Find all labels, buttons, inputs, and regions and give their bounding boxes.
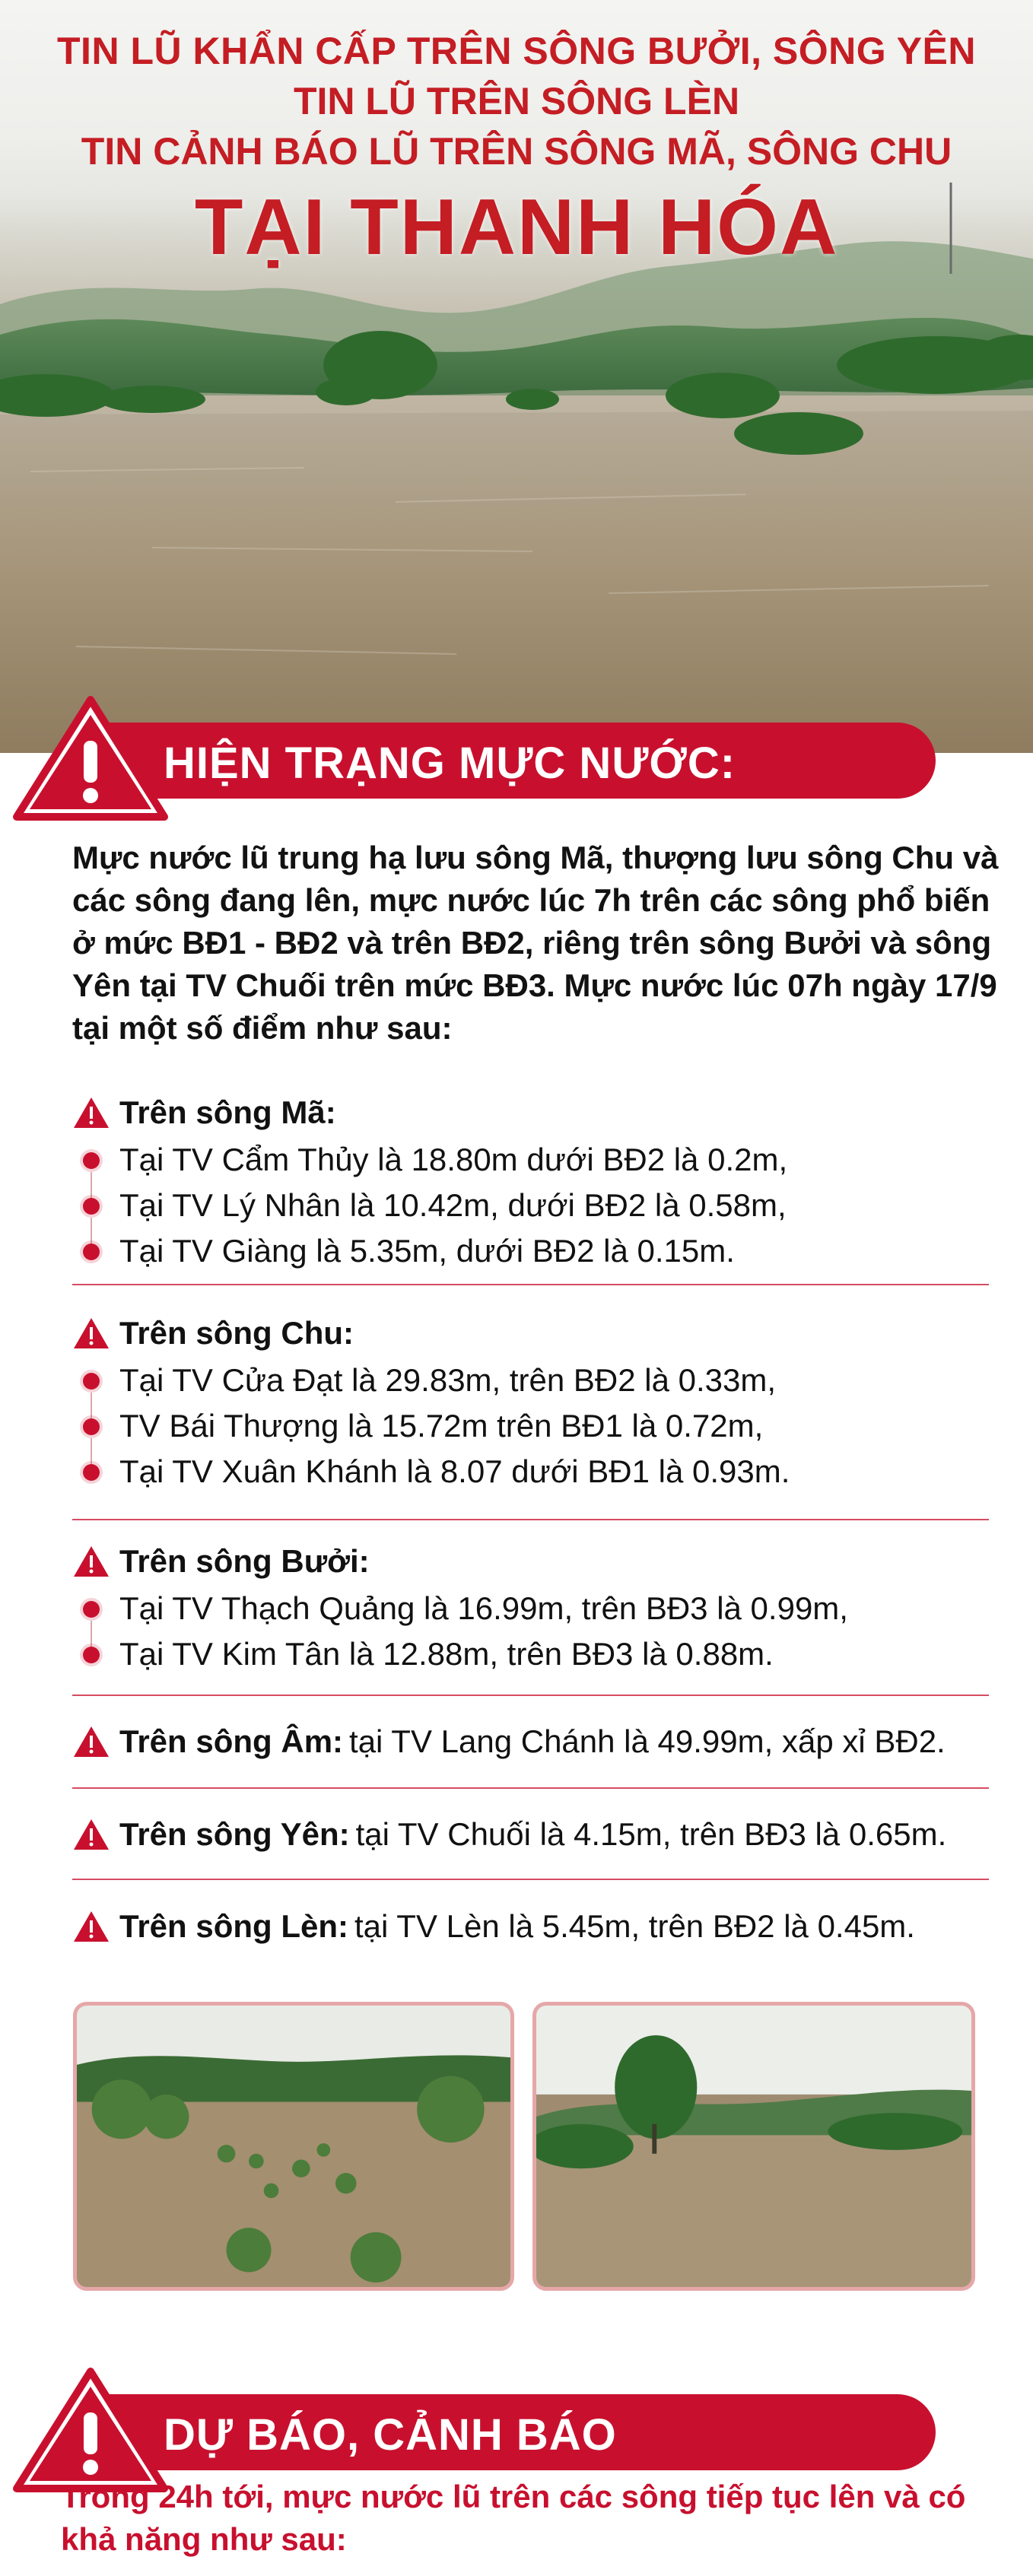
divider <box>72 1787 989 1789</box>
group-head <box>72 1312 993 1355</box>
section-heading-current: HIỆN TRẠNG MỰC NƯỚC: <box>164 738 736 788</box>
divider <box>72 1879 989 1880</box>
list-item-text: Tại TV Kim Tân là 12.88m, trên BĐ3 là 0.88m. <box>119 1636 774 1672</box>
divider <box>72 1519 989 1520</box>
divider <box>72 1695 989 1696</box>
river-group-yen <box>72 1813 993 1856</box>
group-head <box>72 1540 993 1583</box>
list-item <box>72 1449 993 1494</box>
hero-title-line2: TIN LŨ TRÊN SÔNG LÈN <box>293 80 740 122</box>
hero-banner <box>0 0 1033 753</box>
group-text: tại TV Chuối là 4.15m, trên BĐ3 là 0.65m. <box>355 1816 947 1852</box>
station-list <box>72 1137 993 1274</box>
list-item-text: Tại TV Cẩm Thủy là 18.80m dưới BĐ2 là 0.2m, <box>119 1142 788 1177</box>
group-text: tại TV Lang Chánh là 49.99m, xấp xỉ BĐ2. <box>349 1723 946 1759</box>
river-group-buoi <box>72 1540 993 1677</box>
list-item-text: TV Bái Thượng là 15.72m trên BĐ1 là 0.72m, <box>119 1408 764 1444</box>
section-banner-current <box>0 694 1033 815</box>
bullet-dot-icon <box>83 1647 100 1663</box>
list-item-text: Tại TV Giàng là 5.35m, dưới BĐ2 là 0.15m. <box>119 1233 735 1269</box>
group-head <box>72 1813 993 1856</box>
station-list <box>72 1358 993 1494</box>
list-item-text: Tại TV Thạch Quảng là 16.99m, trên BĐ3 là 0.99m, <box>119 1590 848 1626</box>
group-head <box>72 1720 993 1763</box>
hero-title-line3: TIN CẢNH BÁO LŨ TRÊN SÔNG MÃ, SÔNG CHU <box>81 130 952 173</box>
flood-photo-left <box>73 2002 514 2291</box>
alert-triangle-icon <box>72 1096 110 1129</box>
alert-triangle-icon <box>72 1725 110 1758</box>
list-item <box>72 1586 993 1631</box>
current-intro-paragraph: Mực nước lũ trung hạ lưu sông Mã, thượng lưu sông Chu và các sông đang lên, mực nước lúc 7h trên các sông phổ biến ở mức BĐ1 - BĐ2 và trên BĐ2, riêng trên sông Bưởi và sông Yên tại TV Chuối trên mức BĐ3. Mực nước lúc 07h ngày 17/9 tại một số điểm như sau: <box>72 840 999 1046</box>
hero-title-line1: TIN LŨ KHẨN CẤP TRÊN SÔNG BƯỞI, SÔNG YÊN <box>57 30 976 72</box>
list-item-text: Tại TV Xuân Khánh là 8.07 dưới BĐ1 là 0.93m. <box>119 1453 790 1489</box>
river-group-len <box>72 1905 993 1948</box>
section-heading-bar <box>91 2394 936 2470</box>
list-item-text: Tại TV Cửa Đạt là 29.83m, trên BĐ2 là 0.33m, <box>119 1362 777 1398</box>
flood-photo-right <box>532 2002 975 2291</box>
list-item <box>72 1358 993 1403</box>
group-title: Trên sông Âm: <box>119 1723 344 1759</box>
section-heading-forecast: DỰ BÁO, CẢNH BÁO <box>164 2410 617 2460</box>
group-title: Trên sông Mã: <box>119 1094 336 1130</box>
list-item <box>72 1631 993 1677</box>
list-item <box>72 1403 993 1449</box>
bullet-dot-icon <box>83 1152 100 1169</box>
group-title: Trên sông Bưởi: <box>119 1543 370 1579</box>
warning-triangle-icon <box>11 694 170 823</box>
divider <box>72 1284 989 1285</box>
group-head <box>72 1091 993 1134</box>
list-item <box>72 1137 993 1183</box>
group-text: tại TV Lèn là 5.45m, trên BĐ2 là 0.45m. <box>354 1908 915 1944</box>
bullet-dot-icon <box>83 1601 100 1618</box>
bullet-dot-icon <box>83 1418 100 1435</box>
alert-triangle-icon <box>72 1910 110 1943</box>
bullet-dot-icon <box>83 1373 100 1390</box>
bullet-dot-icon <box>83 1198 100 1215</box>
forecast-intro-paragraph: Trong 24h tới, mực nước lũ trên các sông tiếp tục lên và có khả năng như sau: <box>61 2479 966 2557</box>
list-item <box>72 1228 993 1274</box>
alert-triangle-icon <box>72 1818 110 1851</box>
alert-triangle-icon <box>72 1317 110 1350</box>
bullet-dot-icon <box>83 1244 100 1260</box>
group-title: Trên sông Chu: <box>119 1315 354 1351</box>
river-group-ma <box>72 1091 993 1274</box>
bullet-dot-icon <box>83 1464 100 1481</box>
river-group-chu <box>72 1312 993 1494</box>
section-heading-bar <box>91 723 936 799</box>
section-banner-forecast <box>0 2365 1033 2487</box>
station-list <box>72 1586 993 1677</box>
group-title: Trên sông Lèn: <box>119 1908 349 1944</box>
flood-photo-left-image <box>77 2006 510 2287</box>
river-group-am <box>72 1720 993 1763</box>
list-item-text: Tại TV Lý Nhân là 10.42m, dưới BĐ2 là 0.58m, <box>119 1187 787 1223</box>
hero-title-main: TẠI THANH HÓA <box>194 183 839 272</box>
list-item <box>72 1183 993 1228</box>
group-head <box>72 1905 993 1948</box>
group-title: Trên sông Yên: <box>119 1816 350 1852</box>
alert-triangle-icon <box>72 1545 110 1578</box>
flood-photo-right-image <box>536 2006 971 2287</box>
